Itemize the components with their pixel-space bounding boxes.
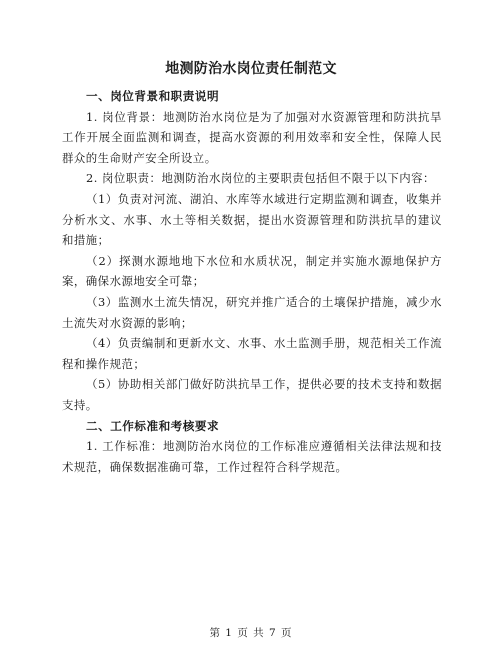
paragraph-duty-1: （1）负责对河流、湖泊、水库等水域进行定期监测和调查，收集并分析水文、水事、水土等相关数据，提出水资源管理和防洪抗旱的建议和措施； bbox=[62, 191, 442, 248]
paragraph-duty-2: （2）探测水源地地下水位和水质状况，制定并实施水源地保护方案，确保水源地安全可靠； bbox=[62, 253, 442, 289]
paragraph-duty-5: （5）协助相关部门做好防洪抗旱工作，提供必要的技术支持和数据支持。 bbox=[62, 377, 442, 412]
paragraph-duties-intro: 2. 岗位职责：地测防治水岗位的主要职责包括但不限于以下内容： bbox=[86, 171, 435, 186]
paragraph-duty-3: （3）监测水土流失情况，研究并推广适合的土壤保护措施，减少水土流失对水资源的影响； bbox=[62, 294, 442, 330]
paragraph-work-standard: 1. 工作标准：地测防治水岗位的工作标准应遵循相关法律法规和技术规范，确保数据准确可靠，工作过程符合科学规范。 bbox=[62, 439, 442, 474]
page-number: 第 1 页 共 7 页 bbox=[209, 627, 293, 639]
document-body bbox=[62, 86, 442, 477]
document-title: 地测防治水岗位责任制范文 bbox=[165, 61, 337, 77]
section-heading-standards: 二、工作标准和考核要求 bbox=[86, 418, 220, 433]
paragraph-duty-4: （4）负责编制和更新水文、水事、水土监测手册，规范相关工作流程和操作规范； bbox=[62, 336, 442, 371]
section-heading-responsibilities: 一、岗位背景和职责说明 bbox=[86, 89, 220, 103]
paragraph-background: 1. 岗位背景：地测防治水岗位是为了加强对水资源管理和防洪抗旱工作开展全面监测和调查，提高水资源的利用效率和安全性，保障人民群众的生命财产安全所设立。 bbox=[62, 109, 442, 165]
